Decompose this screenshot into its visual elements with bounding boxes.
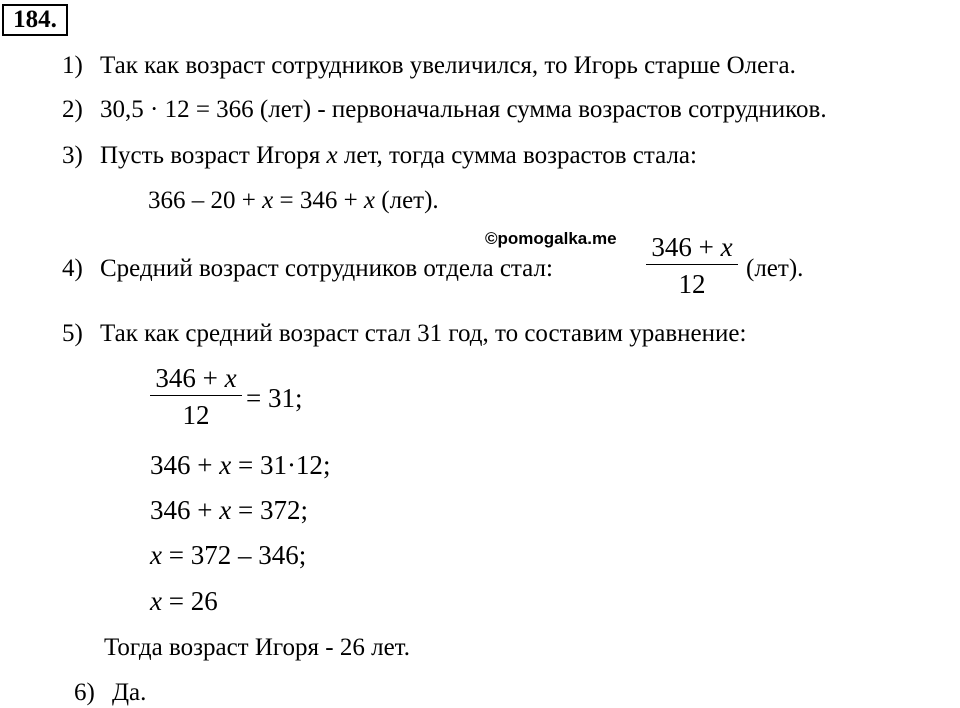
eq-part-b: = 372 – 346 [161, 540, 299, 570]
step-3-equation [148, 186, 439, 216]
step-3-eq-part-a: 366 – 20 + [148, 187, 263, 214]
step-3-eq-part-b: = 346 + [273, 187, 364, 214]
step-3-text-a: Пусть возраст Игоря [100, 142, 327, 169]
step-4-fraction [646, 232, 738, 299]
step-3-eq-part-c: (лет). [375, 187, 439, 214]
rhs-value: = 31 [246, 383, 295, 413]
eq-part-b: = 372 [231, 495, 301, 525]
problem-number: 184. [2, 4, 68, 36]
variable-x: x [720, 232, 733, 262]
fraction-bar [646, 264, 738, 265]
semicolon: ; [298, 540, 307, 570]
step-3-number: 3) [62, 142, 83, 169]
step-2-text: 30,5 · 12 = 366 (лет) - первоначальная сумма возрастов сотрудников. [100, 96, 827, 123]
variable-x: x [219, 450, 232, 480]
semicolon: ; [300, 495, 308, 525]
fraction-numerator [150, 363, 242, 393]
eq-part-a: 346 + [150, 450, 220, 480]
fraction-bar [150, 395, 242, 396]
numerator-part: 346 + [651, 232, 721, 262]
step-4-unit: (лет). [746, 255, 804, 282]
step-3-text-b: лет, тогда сумма возрастов стала: [337, 142, 697, 169]
conclusion-text: Тогда возраст Игоря - 26 лет. [104, 634, 410, 661]
variable-x: x [150, 586, 162, 616]
equation-3 [150, 495, 308, 525]
variable-x: x [150, 540, 162, 570]
fraction-denominator: 12 [678, 269, 706, 299]
variable-x: x [363, 187, 376, 214]
fraction-numerator [646, 232, 738, 262]
eq-part-a: 346 + [150, 495, 220, 525]
step-5-number: 5) [62, 320, 83, 347]
step-6-text: Да. [112, 679, 147, 706]
step-4-text: Средний возраст сотрудников отдела стал: [100, 255, 553, 282]
semicolon: ; [322, 450, 331, 480]
step-3-text [100, 141, 697, 171]
numerator-part: 346 + [155, 363, 225, 393]
variable-x: x [224, 363, 237, 393]
variable-x: x [262, 187, 274, 214]
equation-2 [150, 450, 330, 480]
equation-4 [150, 540, 306, 570]
eq-part-b: = 26 [161, 586, 218, 616]
step-2-number: 2) [62, 96, 83, 123]
variable-x: x [326, 142, 338, 169]
semicolon: ; [294, 383, 303, 413]
step-5-text: Так как средний возраст стал 31 год, то составим уравнение: [100, 320, 747, 347]
step-4-number: 4) [62, 255, 83, 282]
watermark: ©pomogalka.me [485, 229, 617, 248]
variable-x: x [219, 495, 232, 525]
equation-1-fraction [150, 363, 242, 430]
step-1-text: Так как возраст сотрудников увеличился, то Игорь старше Олега. [100, 52, 796, 79]
fraction-denominator: 12 [182, 400, 210, 430]
equation-1-rhs [246, 383, 303, 413]
step-1-number: 1) [62, 52, 83, 79]
eq-part-b: = 31·12 [231, 450, 323, 480]
step-6-number: 6) [74, 679, 95, 706]
equation-5 [150, 586, 218, 616]
